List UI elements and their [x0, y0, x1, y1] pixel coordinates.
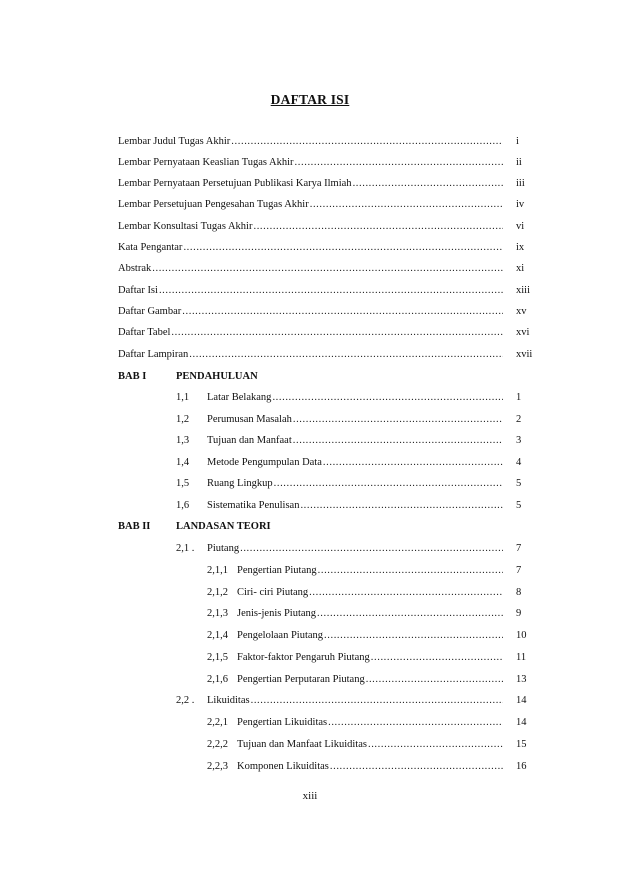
toc-page-number: i [516, 136, 519, 147]
toc-row [0, 325, 620, 341]
subsection-number: 2,1,2 [207, 587, 228, 598]
toc-page-number: ii [516, 157, 522, 168]
toc-page-number: 16 [516, 761, 527, 772]
toc-label: Sistematika Penulisan [207, 500, 300, 511]
toc-label: Abstrak [118, 263, 152, 274]
toc-label: Lembar Pernyataan Persetujuan Publikasi Karya Ilmiah [118, 178, 352, 189]
toc-row [0, 134, 620, 150]
toc-page-number: vi [516, 221, 525, 232]
toc-label: Komponen Likuiditas [237, 761, 329, 772]
page-title: DAFTAR ISI [270, 92, 350, 107]
subsection-number: 2,1,4 [207, 630, 228, 641]
toc-label: Pengelolaan Piutang [237, 630, 324, 641]
toc-page-number: 3 [516, 435, 522, 446]
toc-page-number: 1 [516, 392, 522, 403]
toc-label: Kata Pengantar [118, 242, 183, 253]
toc-page-number: 14 [516, 717, 527, 728]
toc-row [0, 737, 620, 753]
toc-page-number: 8 [516, 587, 522, 598]
toc-row [0, 176, 620, 192]
toc-label: Faktor-faktor Pengaruh Piutang [237, 652, 370, 663]
toc-row [0, 693, 620, 709]
toc-label: Likuiditas [207, 695, 250, 706]
toc-row [0, 412, 620, 428]
toc-label: Daftar Lampiran [118, 349, 189, 360]
toc-label: Metode Pengumpulan Data [207, 457, 322, 468]
toc-label: Ciri- ciri Piutang [237, 587, 309, 598]
toc-row [0, 433, 620, 449]
chapter-title: LANDASAN TEORI [176, 521, 271, 532]
section-number: 1,2 [176, 414, 190, 425]
toc-page-number: xvi [516, 327, 530, 338]
toc-page-number: 11 [516, 652, 527, 663]
toc-label: Lembar Konsultasi Tugas Akhir [118, 221, 253, 232]
section-number: 1,5 [176, 478, 190, 489]
subsection-number: 2,1,3 [207, 608, 228, 619]
subsection-number: 2,2,2 [207, 739, 228, 750]
chapter-heading [0, 519, 620, 535]
subsection-number: 2,1,5 [207, 652, 228, 663]
section-number: 1,4 [176, 457, 190, 468]
chapter-heading [0, 369, 620, 385]
subsection-number: 2,2,1 [207, 717, 228, 728]
toc-page-number: iv [516, 199, 525, 210]
toc-label: Perumusan Masalah [207, 414, 292, 425]
chapter-label: BAB I [118, 371, 147, 382]
subsection-number: 2,2,3 [207, 761, 228, 772]
toc-label: Ruang Lingkup [207, 478, 273, 489]
toc-row [0, 672, 620, 688]
toc-row [0, 759, 620, 775]
toc-label: Piutang [207, 543, 240, 554]
chapter-label: BAB II [118, 521, 151, 532]
toc-page-number: 15 [516, 739, 527, 750]
toc-row [0, 197, 620, 213]
toc-row [0, 155, 620, 171]
toc-label: Lembar Pernyataan Keaslian Tugas Akhir [118, 157, 294, 168]
toc-row [0, 563, 620, 579]
section-number: 1,3 [176, 435, 190, 446]
toc-label: Pengertian Perputaran Piutang [237, 674, 365, 685]
toc-page-number: ix [516, 242, 525, 253]
toc-page-number: 5 [516, 478, 522, 489]
toc-page-number: 14 [516, 695, 527, 706]
section-number: 1,6 [176, 500, 190, 511]
toc-label: Pengertian Likuiditas [237, 717, 328, 728]
toc-page-number: xv [516, 306, 527, 317]
toc-row [0, 390, 620, 406]
toc-row [0, 650, 620, 666]
toc-row [0, 347, 620, 363]
toc-page-number: 7 [516, 543, 522, 554]
toc-page-number: 13 [516, 674, 527, 685]
toc-row [0, 304, 620, 320]
toc-row [0, 219, 620, 235]
toc-row [0, 541, 620, 557]
toc-page-number: xi [516, 263, 525, 274]
toc-row [0, 240, 620, 256]
subsection-number: 2,1,6 [207, 674, 228, 685]
section-number: 2,2 . [176, 695, 195, 706]
toc-row [0, 628, 620, 644]
toc-row [0, 476, 620, 492]
toc-page-number: 10 [516, 630, 527, 641]
toc-page-number: 9 [516, 608, 522, 619]
toc-page-number: 2 [516, 414, 522, 425]
toc-page-number: 7 [516, 565, 522, 576]
toc-row [0, 585, 620, 601]
toc-page-number: 4 [516, 457, 522, 468]
section-number: 2,1 . [176, 543, 195, 554]
toc-label: Latar Belakang [207, 392, 272, 403]
toc-row [0, 498, 620, 514]
subsection-number: 2,1,1 [207, 565, 228, 576]
toc-page-number: xiii [516, 285, 531, 296]
toc-page-number: 5 [516, 500, 522, 511]
toc-label: Lembar Persetujuan Pengesahan Tugas Akhir [118, 199, 309, 210]
toc-label: Lembar Judul Tugas Akhir [118, 136, 231, 147]
toc-label: Tujuan dan Manfaat Likuiditas [237, 739, 367, 750]
section-number: 1,1 [176, 392, 190, 403]
toc-page-number: xvii [516, 349, 533, 360]
toc-row [0, 261, 620, 277]
chapter-title: PENDAHULUAN [176, 371, 258, 382]
toc-row [0, 283, 620, 299]
footer-page-number: xiii [302, 790, 318, 802]
toc-label: Daftar Gambar [118, 306, 182, 317]
toc-row [0, 715, 620, 731]
toc-row [0, 606, 620, 622]
toc-label: Daftar Tabel [118, 327, 171, 338]
toc-label: Jenis-jenis Piutang [237, 608, 317, 619]
toc-row [0, 455, 620, 471]
toc-label: Daftar Isi [118, 285, 158, 296]
toc-label: Tujuan dan Manfaat [207, 435, 292, 446]
toc-page-number: iii [516, 178, 525, 189]
toc-label: Pengertian Piutang [237, 565, 317, 576]
